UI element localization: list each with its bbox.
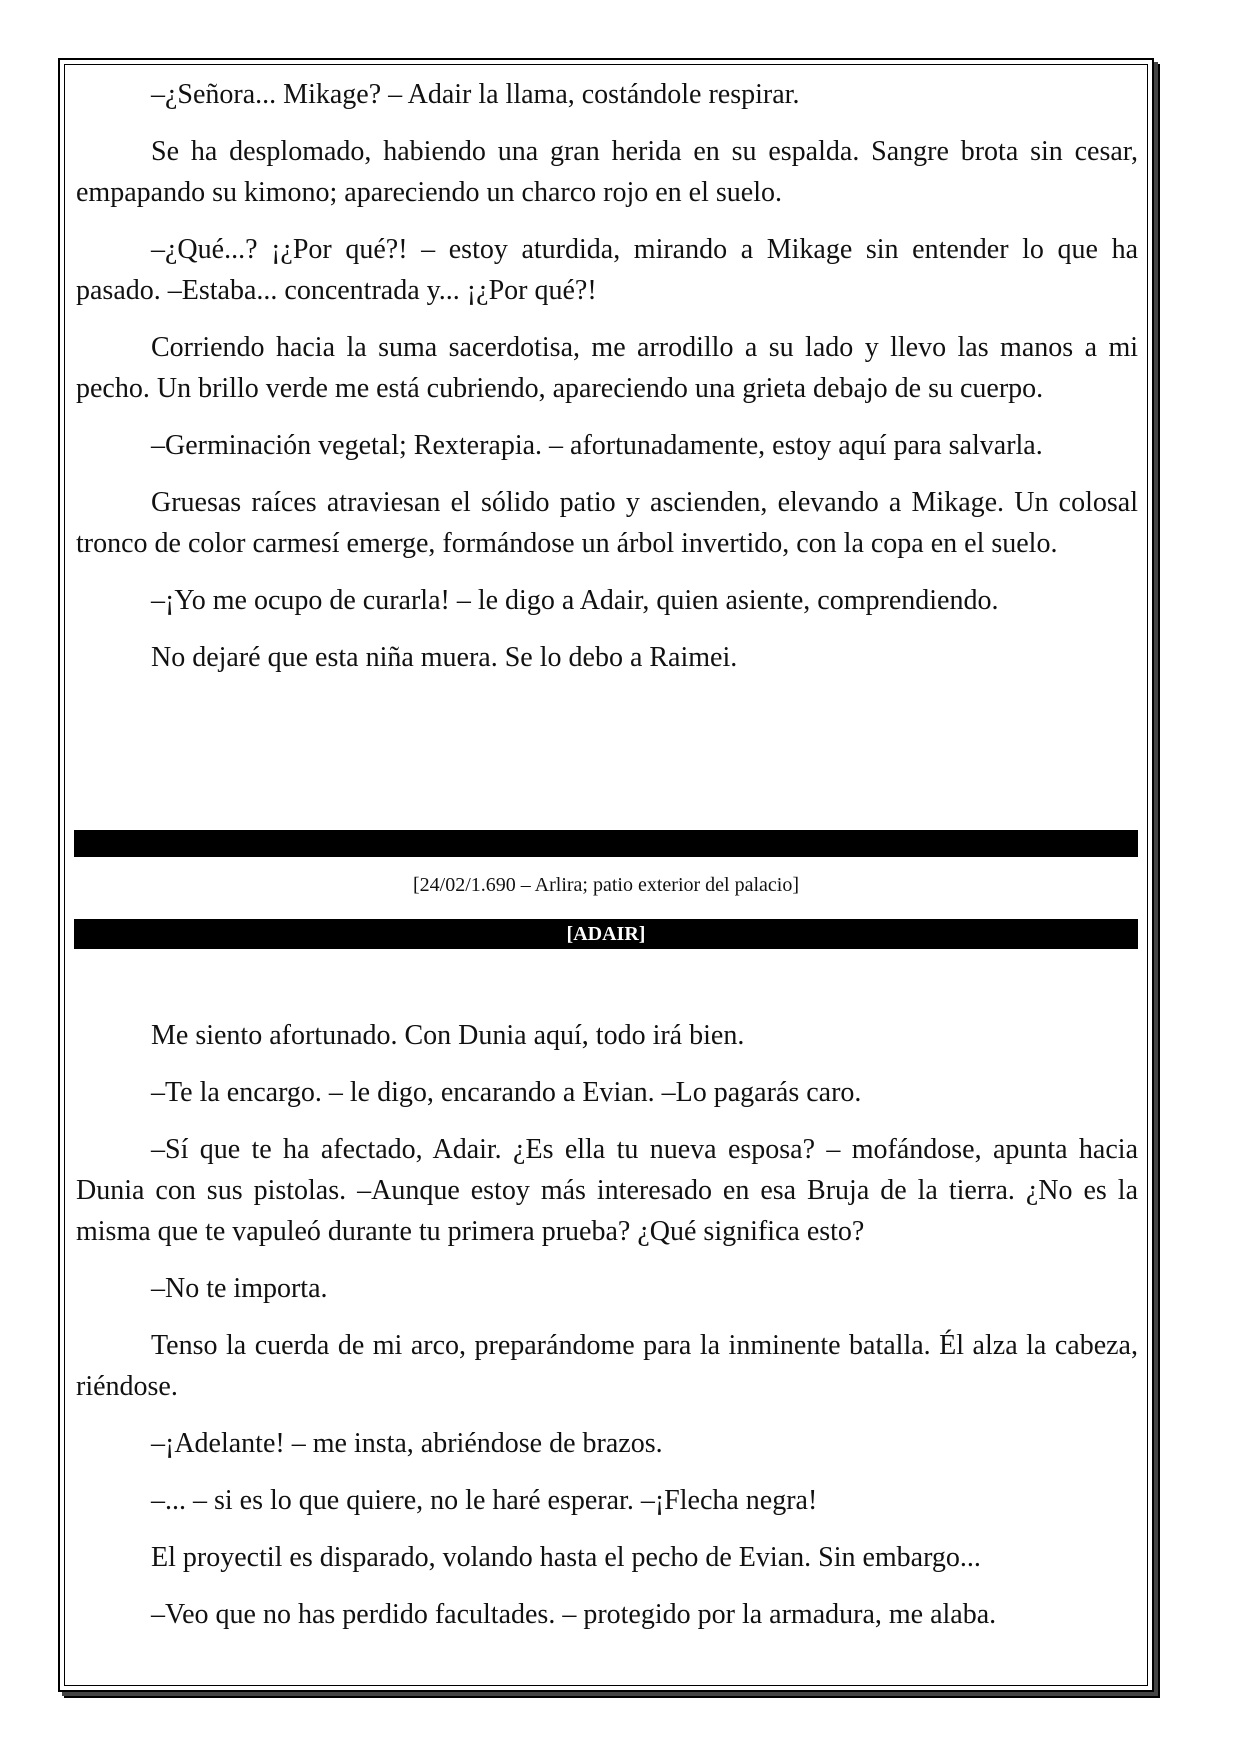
paragraph: –¡Adelante! – me insta, abriéndose de brazos.	[151, 1428, 663, 1459]
paragraph: Gruesas raíces atraviesan el sólido patio y ascienden, elevando a Mikage. Un colosal tronco de color carmesí emerge, formándose un árbol invertido, con la copa en el suelo.	[76, 487, 1138, 559]
paragraph: –Germinación vegetal; Rexterapia. – afortunadamente, estoy aquí para salvarla.	[151, 430, 1043, 461]
paragraph: –¡Yo me ocupo de curarla! – le digo a Adair, quien asiente, comprendiendo.	[151, 585, 999, 616]
paragraph: El proyectil es disparado, volando hasta el pecho de Evian. Sin embargo...	[151, 1542, 981, 1573]
paragraph: –Veo que no has perdido facultades. – protegido por la armadura, me alaba.	[151, 1599, 997, 1630]
paragraph: Corriendo hacia la suma sacerdotisa, me arrodillo a su lado y llevo las manos a mi pecho. Un brillo verde me está cubriendo, apareciendo una grieta debajo de su cuerpo.	[76, 332, 1138, 404]
scene-divider-bar	[74, 830, 1138, 857]
paragraph: No dejaré que esta niña muera. Se lo debo a Raimei.	[151, 642, 738, 673]
narrator-label-bar: [ADAIR]	[74, 919, 1138, 949]
paragraph: –¿Qué...? ¡¿Por qué?! – estoy aturdida, mirando a Mikage sin entender lo que ha pasado. –Estaba... concentrada y... ¡¿Por qué?!	[76, 234, 1138, 306]
paragraph: Se ha desplomado, habiendo una gran herida en su espalda. Sangre brota sin cesar, empapando su kimono; apareciendo un charco rojo en el suelo.	[76, 136, 1138, 208]
paragraph: –¿Señora... Mikage? – Adair la llama, costándole respirar.	[151, 79, 800, 110]
text-section-two	[76, 1015, 1138, 1651]
text-section-one	[76, 74, 1138, 678]
paragraph: Tenso la cuerda de mi arco, preparándome para la inminente batalla. Él alza la cabeza, riéndose.	[76, 1330, 1138, 1402]
scene-timestamp: [24/02/1.690 – Arlira; patio exterior del palacio]	[413, 874, 799, 896]
paragraph: –... – si es lo que quiere, no le haré esperar. –¡Flecha negra!	[151, 1485, 818, 1516]
paragraph: Me siento afortunado. Con Dunia aquí, todo irá bien.	[151, 1020, 745, 1051]
paragraph: –Sí que te ha afectado, Adair. ¿Es ella tu nueva esposa? – mofándose, apunta hacia Dunia con sus pistolas. –Aunque estoy más interesado en esa Bruja de la tierra. ¿No es la misma que te vapuleó durante tu primera prueba? ¿Qué significa esto?	[76, 1134, 1138, 1247]
paragraph: –No te importa.	[151, 1273, 328, 1304]
page-frame	[58, 58, 1154, 1692]
paragraph: –Te la encargo. – le digo, encarando a Evian. –Lo pagarás caro.	[151, 1077, 862, 1108]
